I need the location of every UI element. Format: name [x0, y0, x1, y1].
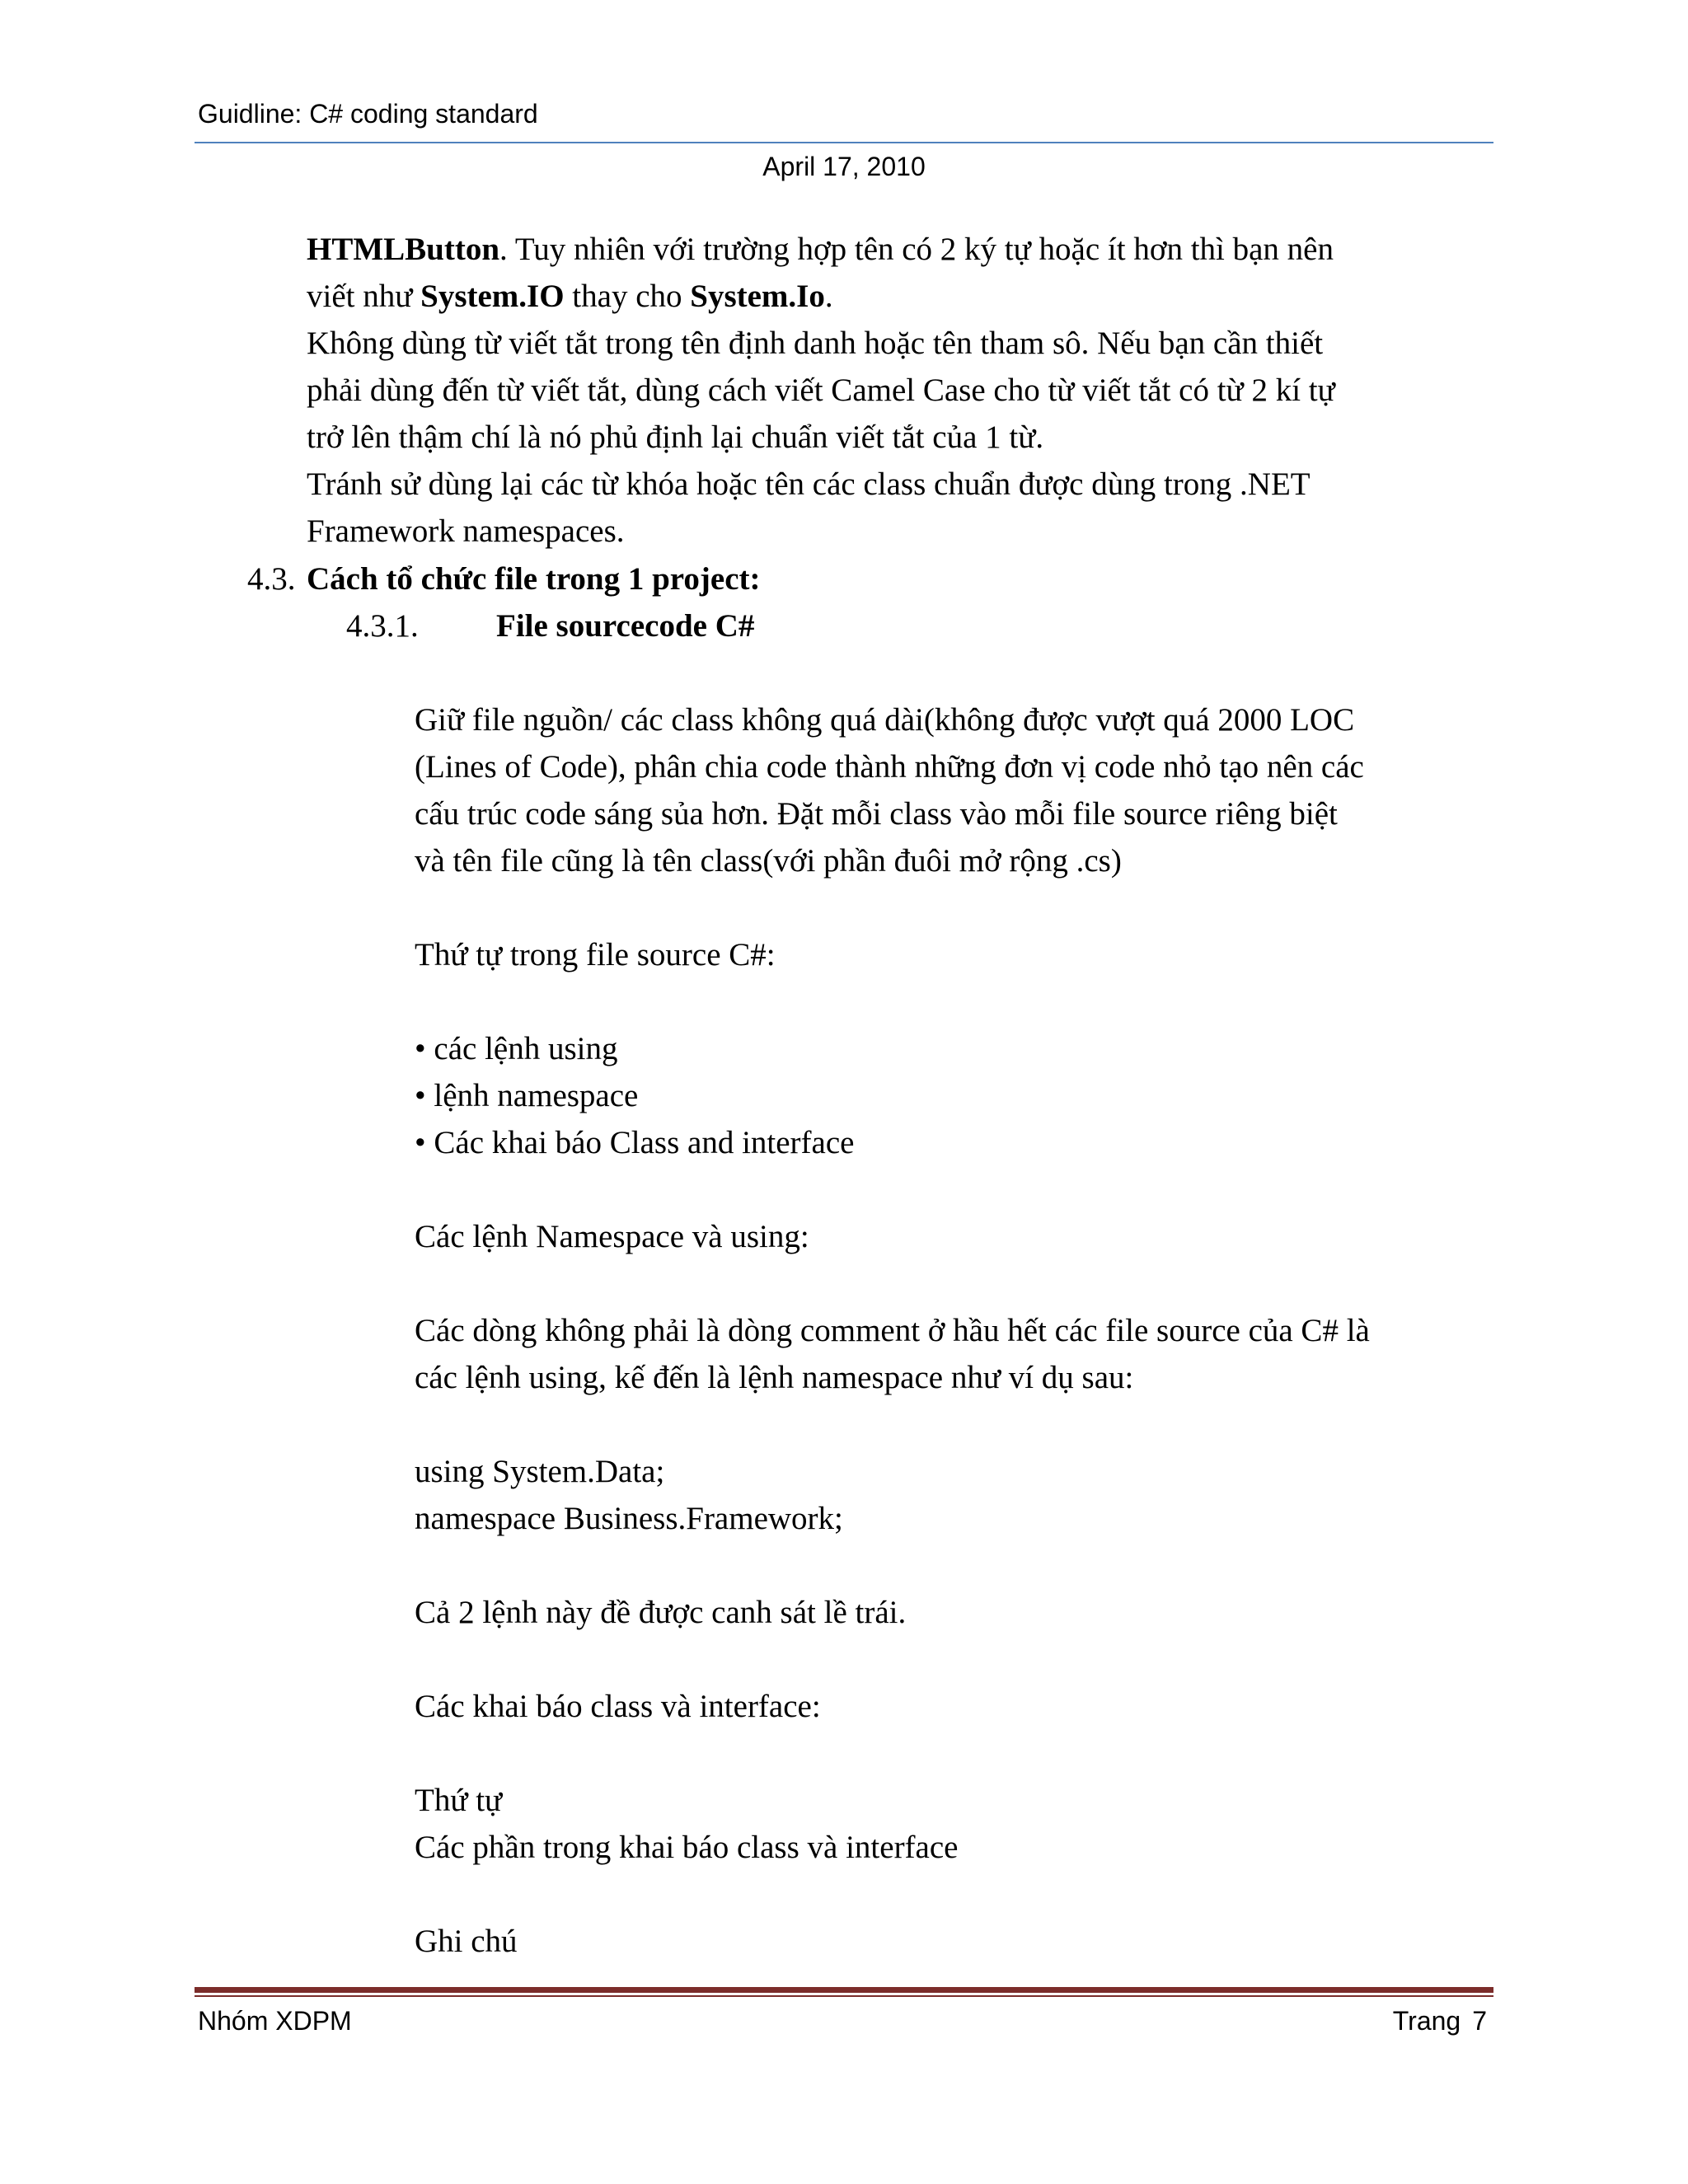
footer-rule [195, 1987, 1493, 1993]
order-label: Thứ tự [415, 1783, 503, 1818]
code-line: using System.Data; [415, 1454, 665, 1489]
paragraph-line: và tên file cũng là tên class(với phần đuôi mở rộng .cs) [415, 843, 1122, 879]
bold-term: System.Io [690, 279, 825, 314]
section-content [415, 696, 1370, 1965]
header-rule [195, 142, 1493, 143]
intro-line-1: HTMLButton. Tuy nhiên với trường hợp tên có 2 ký tự hoặc ít hơn thì bạn nên [307, 232, 1334, 267]
code-line: namespace Business.Framework; [415, 1501, 843, 1536]
spacer [415, 1401, 1370, 1448]
bold-term: System.IO [420, 279, 565, 314]
parts-label: Các phần trong khai báo class và interface [415, 1830, 959, 1865]
subsection-heading [346, 602, 754, 649]
note-label: Ghi chú [415, 1924, 518, 1959]
spacer [415, 1166, 1370, 1213]
keyword-line: Tránh sử dùng lại các từ khóa hoặc tên các class chuẩn được dùng trong .NET [307, 466, 1311, 502]
abbrev-line: Không dùng từ viết tắt trong tên định danh hoặc tên tham sô. Nếu bạn cần thiết [307, 326, 1324, 361]
footer-group-name: Nhóm XDPM [198, 2006, 352, 2036]
page-number-label [1393, 2003, 1487, 2039]
footer-rule-thin [195, 1995, 1493, 1997]
spacer [415, 1871, 1370, 1918]
section-title: Cách tổ chức file trong 1 project: [307, 561, 761, 597]
header-date: April 17, 2010 [762, 152, 926, 181]
subsection-number: 4.3.1. [346, 608, 419, 644]
paragraph-line: Giữ file nguồn/ các class không quá dài(không được vượt quá 2000 LOC [415, 702, 1355, 738]
bullet-item: • các lệnh using [415, 1031, 618, 1066]
intro-text [307, 226, 1335, 555]
abbrev-line: phải dùng đến từ viết tắt, dùng cách viết Camel Case cho từ viết tắt có từ 2 kí tự [307, 373, 1335, 408]
section-heading [247, 555, 761, 602]
section-number: 4.3. [247, 561, 296, 597]
align-note: Cả 2 lệnh này đề được canh sát lề trái. [415, 1595, 907, 1630]
abbrev-line: trở lên thậm chí là nó phủ định lại chuẩn viết tắt của 1 từ. [307, 419, 1044, 455]
spacer [415, 1260, 1370, 1307]
subsection-title: File sourcecode C# [496, 608, 755, 644]
page-number: 7 [1472, 2006, 1487, 2036]
spacer [415, 1636, 1370, 1683]
paragraph-line: cấu trúc code sáng sủa hơn. Đặt mỗi class vào mỗi file source riêng biệt [415, 796, 1338, 832]
namespace-title: Các lệnh Namespace và using: [415, 1219, 809, 1254]
keyword-line: Framework namespaces. [307, 513, 625, 549]
spacer [415, 1730, 1370, 1777]
order-title: Thứ tự trong file source C#: [415, 937, 776, 972]
class-title: Các khai báo class và interface: [415, 1689, 821, 1724]
bullet-item: • lệnh namespace [415, 1078, 639, 1113]
paragraph-line: (Lines of Code), phân chia code thành những đơn vị code nhỏ tạo nên các [415, 749, 1364, 785]
bullet-item: • Các khai báo Class and interface [415, 1125, 855, 1160]
namespace-desc-line: các lệnh using, kế đến là lệnh namespace như ví dụ sau: [415, 1360, 1134, 1395]
namespace-desc-line: Các dòng không phải là dòng comment ở hầu hết các file source của C# là [415, 1313, 1370, 1348]
spacer [415, 1542, 1370, 1589]
intro-line-2: viết như System.IO thay cho System.Io. [307, 279, 833, 314]
spacer [415, 884, 1370, 931]
page-label: Trang [1392, 2006, 1461, 2036]
header-title: Guidline: C# coding standard [198, 99, 538, 129]
bold-term: HTMLButton [307, 232, 500, 267]
spacer [415, 978, 1370, 1025]
